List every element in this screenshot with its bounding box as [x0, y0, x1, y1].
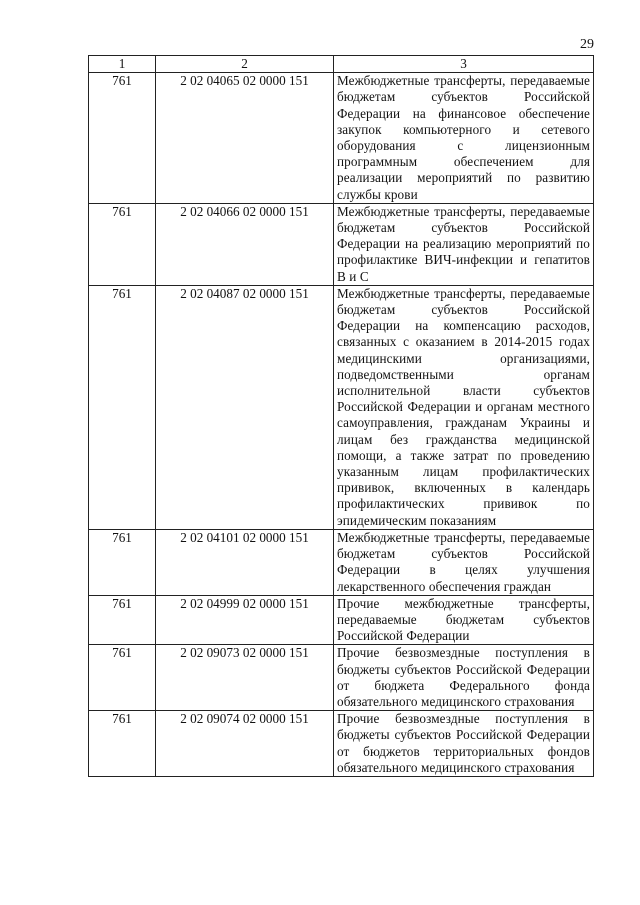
description-cell: Прочие безвозмездные поступления в бюджеты субъектов Российской Федерации от бюджета Федерального фонда обязательного медицинского страхования: [334, 645, 594, 711]
kbk-code-cell: 2 02 09073 02 0000 151: [156, 645, 334, 711]
admin-code-cell: 761: [89, 285, 156, 529]
description-cell: Прочие безвозмездные поступления в бюджеты субъектов Российской Федерации от бюджетов территориальных фондов обязательного медицинского страхования: [334, 711, 594, 777]
column-header-3: 3: [334, 56, 594, 73]
admin-code-cell: 761: [89, 711, 156, 777]
kbk-code-cell: 2 02 04999 02 0000 151: [156, 595, 334, 645]
admin-code-cell: 761: [89, 203, 156, 285]
kbk-code-cell: 2 02 04065 02 0000 151: [156, 73, 334, 204]
column-header-2: 2: [156, 56, 334, 73]
table-row: [89, 203, 594, 285]
admin-code-cell: 761: [89, 529, 156, 595]
description-cell: Межбюджетные трансферты, передаваемые бюджетам субъектов Российской Федерации на реализацию мероприятий по профилактике ВИЧ-инфекции и гепатитов B и C: [334, 203, 594, 285]
kbk-code-cell: 2 02 04087 02 0000 151: [156, 285, 334, 529]
table-row: [89, 73, 594, 204]
column-header-1: 1: [89, 56, 156, 73]
kbk-code-cell: 2 02 04101 02 0000 151: [156, 529, 334, 595]
admin-code-cell: 761: [89, 595, 156, 645]
description-cell: Прочие межбюджетные трансферты, передаваемые бюджетам субъектов Российской Федерации: [334, 595, 594, 645]
admin-code-cell: 761: [89, 645, 156, 711]
table-row: [89, 595, 594, 645]
table-row: [89, 285, 594, 529]
budget-classification-table: [88, 55, 594, 777]
kbk-code-cell: 2 02 04066 02 0000 151: [156, 203, 334, 285]
page-number: 29: [580, 37, 594, 52]
description-cell: Межбюджетные трансферты, передаваемые бюджетам субъектов Российской Федерации в целях улучшения лекарственного обеспечения граждан: [334, 529, 594, 595]
admin-code-cell: 761: [89, 73, 156, 204]
table-row: [89, 529, 594, 595]
description-cell: Межбюджетные трансферты, передаваемые бюджетам субъектов Российской Федерации на финансовое обеспечение закупок компьютерного и сетевого оборудования с лицензионным программным обеспечением для реализации мероприятий по развитию службы крови: [334, 73, 594, 204]
description-cell: Межбюджетные трансферты, передаваемые бюджетам субъектов Российской Федерации на компенсацию расходов, связанных с оказанием в 2014-2015 годах медицинскими организациями, подведомственными органам исполнительной власти субъектов Российской Федерации и органам местного самоуправления, гражданам Украины и лицам без гражданства медицинской помощи, а также затрат по проведению указанным лицам профилактических прививок, включенных в календарь профилактических прививок по эпидемическим показаниям: [334, 285, 594, 529]
table-header-row: [89, 56, 594, 73]
table-row: [89, 645, 594, 711]
table-row: [89, 711, 594, 777]
kbk-code-cell: 2 02 09074 02 0000 151: [156, 711, 334, 777]
